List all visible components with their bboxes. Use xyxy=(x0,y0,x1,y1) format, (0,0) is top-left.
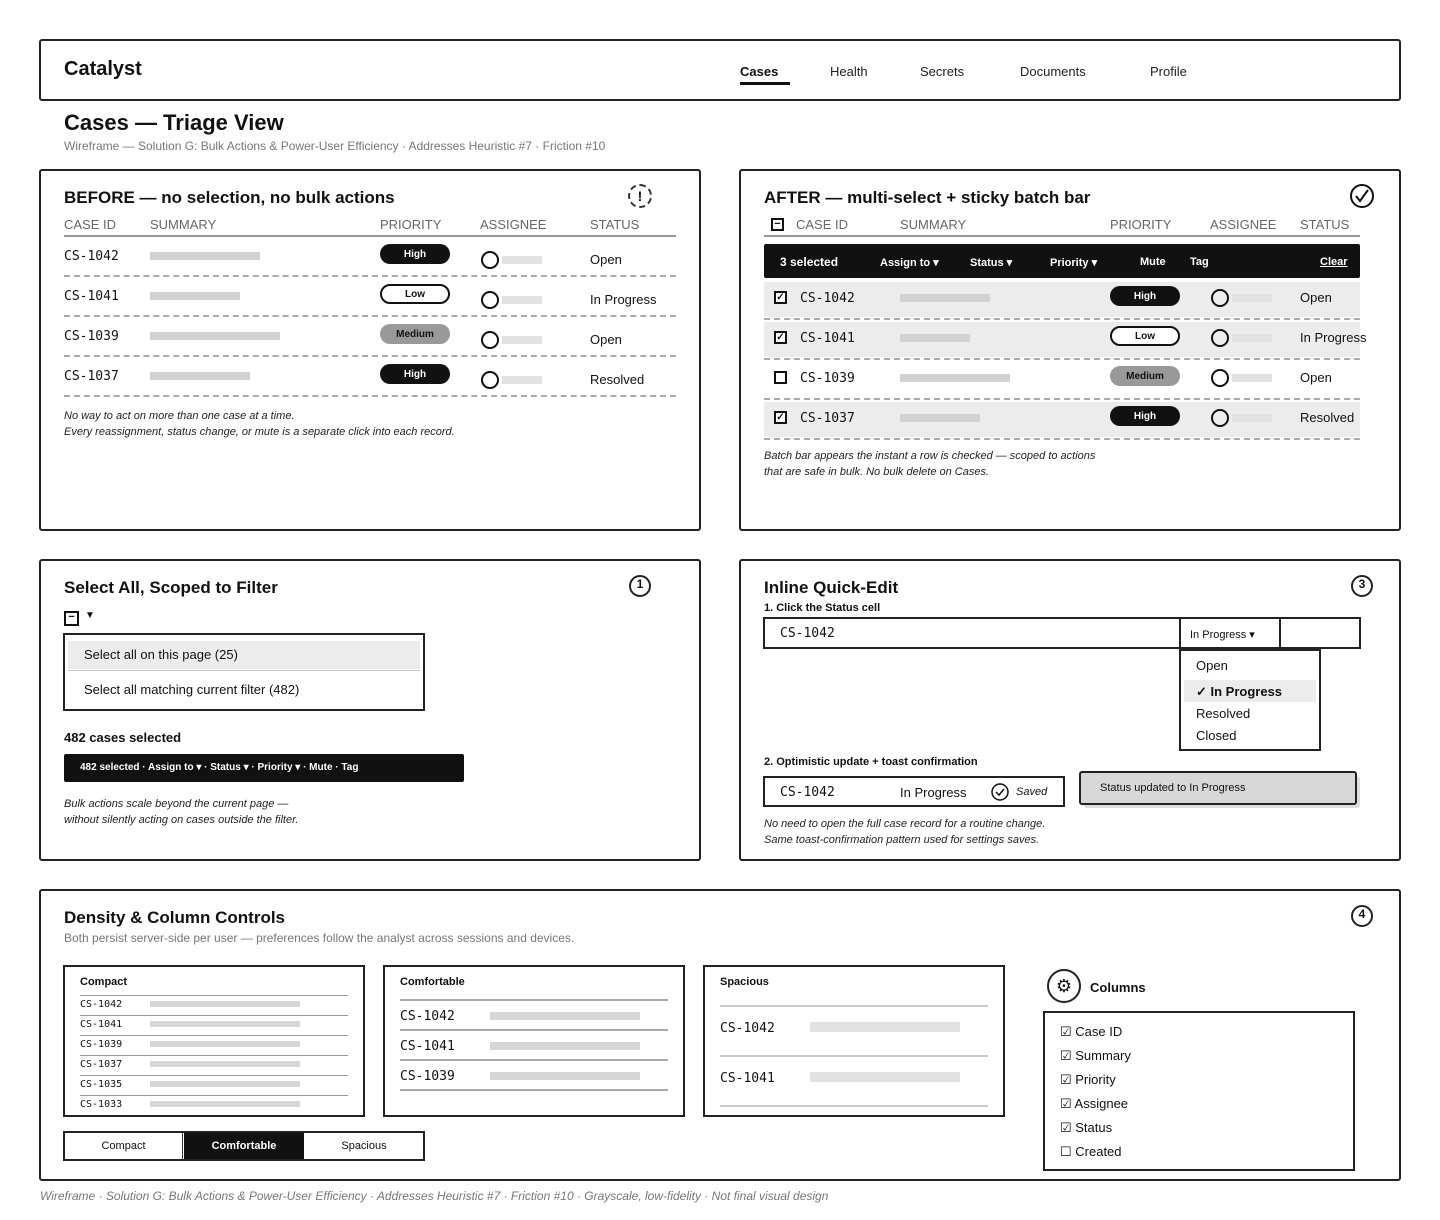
status-option-open[interactable]: Open xyxy=(1196,658,1228,673)
summary-placeholder xyxy=(490,1042,640,1050)
row-divider xyxy=(720,1005,988,1007)
app-logo[interactable]: Catalyst xyxy=(64,58,142,80)
case-id: CS-1042 xyxy=(400,1009,455,1024)
row-divider xyxy=(80,1055,348,1056)
summary-placeholder xyxy=(490,1072,640,1080)
case-id[interactable]: CS-1042 xyxy=(64,249,119,264)
case-id: CS-1039 xyxy=(400,1069,455,1084)
batch-clear-link[interactable]: Clear xyxy=(1320,256,1348,268)
batch-assign-button[interactable]: Assign to ▾ xyxy=(880,257,939,269)
case-id: CS-1041 xyxy=(80,1019,123,1030)
header-divider xyxy=(64,235,676,237)
row-divider xyxy=(764,438,1360,440)
assignee-placeholder xyxy=(502,336,542,344)
quick-edit-note-2: Same toast-confirmation pattern used for settings saves. xyxy=(764,834,1040,846)
footer-note: Wireframe · Solution G: Bulk Actions & Power-User Efficiency · Addresses Heuristic #7 · Friction #10 · Grayscale, low-fidelity · Not final visual design xyxy=(40,1189,829,1203)
summary-placeholder xyxy=(150,1001,300,1007)
col-header-status[interactable]: STATUS xyxy=(590,217,640,232)
step-1-label: 1. Click the Status cell xyxy=(764,602,881,614)
col-header-assignee[interactable]: ASSIGNEE xyxy=(1210,217,1277,232)
avatar-icon xyxy=(481,371,499,389)
avatar-icon xyxy=(481,251,499,269)
case-id: CS-1042 xyxy=(80,999,123,1010)
quick-edit-title: Inline Quick-Edit xyxy=(764,578,899,597)
row-checkbox[interactable]: ✓ xyxy=(774,331,787,344)
case-id[interactable]: CS-1037 xyxy=(64,369,119,384)
case-id: CS-1042 xyxy=(720,1021,775,1036)
row-divider xyxy=(80,1075,348,1076)
top-nav-bar xyxy=(39,39,1401,101)
saved-label: Saved xyxy=(1016,786,1048,798)
assignee-placeholder xyxy=(1232,294,1272,302)
batch-status-button[interactable]: Status ▾ xyxy=(970,257,1013,269)
row-divider xyxy=(764,318,1360,320)
status-text: Open xyxy=(590,332,622,347)
row-checkbox[interactable]: ✓ xyxy=(774,411,787,424)
row-divider xyxy=(764,358,1360,360)
avatar-icon xyxy=(481,331,499,349)
assignee-placeholder xyxy=(502,256,542,264)
select-all-title: Select All, Scoped to Filter xyxy=(64,578,278,597)
select-all-note-2: without silently acting on cases outside the filter. xyxy=(64,814,299,826)
status-text: In Progress xyxy=(590,292,657,307)
gear-icon[interactable]: ⚙ xyxy=(1047,969,1081,1003)
col-header-case-id[interactable]: CASE ID xyxy=(64,217,117,232)
status-text: Resolved xyxy=(590,372,645,387)
menu-divider xyxy=(68,670,420,671)
status-option-in-progress[interactable]: ✓ In Progress xyxy=(1196,684,1283,699)
step-badge: 1 xyxy=(629,575,651,597)
row-divider xyxy=(80,995,348,996)
summary-placeholder xyxy=(490,1012,640,1020)
nav-secrets[interactable]: Secrets xyxy=(920,64,965,79)
col-header-case-id[interactable]: CASE ID xyxy=(796,217,849,232)
nav-documents[interactable]: Documents xyxy=(1020,64,1086,79)
status-text: Resolved xyxy=(1300,410,1355,425)
column-toggle-created[interactable]: ☐ Created xyxy=(1060,1144,1122,1159)
row-divider xyxy=(400,999,668,1001)
case-id: CS-1039 xyxy=(80,1039,123,1050)
priority-badge: Low xyxy=(380,284,450,304)
nav-profile[interactable]: Profile xyxy=(1150,64,1187,79)
status-text: Open xyxy=(1300,290,1332,305)
assignee-placeholder xyxy=(1232,334,1272,342)
row-divider xyxy=(64,315,676,317)
col-header-priority[interactable]: PRIORITY xyxy=(1110,217,1172,232)
row-divider xyxy=(64,355,676,357)
summary-placeholder xyxy=(900,374,1010,382)
updated-status[interactable]: In Progress xyxy=(900,785,967,800)
spacious-label: Spacious xyxy=(720,976,769,988)
row-divider xyxy=(720,1105,988,1107)
summary-placeholder xyxy=(150,1101,300,1107)
case-id[interactable]: CS-1039 xyxy=(800,371,855,386)
row-divider xyxy=(400,1029,668,1031)
status-option-closed[interactable]: Closed xyxy=(1196,728,1237,743)
select-all-caret-icon[interactable]: ▼ xyxy=(85,610,95,621)
case-id: CS-1041 xyxy=(400,1039,455,1054)
batch-bar-text[interactable]: 482 selected · Assign to ▾ · Status ▾ · Priority ▾ · Mute · Tag xyxy=(80,762,359,773)
col-header-summary[interactable]: SUMMARY xyxy=(900,217,967,232)
priority-badge: Low xyxy=(1110,326,1180,346)
quick-edit-note-1: No need to open the full case record for a routine change. xyxy=(764,818,1046,830)
menu-item-select-filter[interactable]: Select all matching current filter (482) xyxy=(84,682,300,697)
after-note-1: Batch bar appears the instant a row is checked — scoped to actions xyxy=(764,450,1096,462)
summary-placeholder xyxy=(150,372,250,380)
case-id: CS-1041 xyxy=(720,1071,775,1086)
row-checkbox[interactable] xyxy=(774,371,787,384)
summary-placeholder xyxy=(900,414,980,422)
row-divider xyxy=(64,275,676,277)
avatar-icon xyxy=(481,291,499,309)
status-text: Open xyxy=(1300,370,1332,385)
select-all-note-1: Bulk actions scale beyond the current page — xyxy=(64,798,289,810)
before-title: BEFORE — no selection, no bulk actions xyxy=(64,188,395,207)
density-subtitle: Both persist server-side per user — preferences follow the analyst across sessions and devices. xyxy=(64,931,575,945)
col-header-priority[interactable]: PRIORITY xyxy=(380,217,442,232)
case-id[interactable]: CS-1041 xyxy=(800,331,855,346)
check-circle-icon xyxy=(1349,183,1375,209)
step-badge: 3 xyxy=(1351,575,1373,597)
avatar-icon xyxy=(1211,369,1229,387)
avatar-icon xyxy=(1211,409,1229,427)
comfortable-label: Comfortable xyxy=(400,976,465,988)
assignee-placeholder xyxy=(1232,414,1272,422)
summary-placeholder xyxy=(900,294,990,302)
before-note-2: Every reassignment, status change, or mute is a separate click into each record. xyxy=(64,426,455,438)
batch-priority-button[interactable]: Priority ▾ xyxy=(1050,257,1098,269)
summary-placeholder xyxy=(810,1022,960,1032)
avatar-icon xyxy=(1211,329,1229,347)
col-header-assignee[interactable]: ASSIGNEE xyxy=(480,217,547,232)
selected-count: 3 selected xyxy=(780,255,839,269)
row-checkbox[interactable]: ✓ xyxy=(774,291,787,304)
avatar-icon xyxy=(1211,289,1229,307)
column-toggle-status[interactable]: ☑ Status xyxy=(1060,1120,1113,1135)
nav-active-underline xyxy=(740,82,790,85)
summary-placeholder xyxy=(150,1041,300,1047)
row-divider xyxy=(400,1059,668,1061)
summary-placeholder xyxy=(150,1081,300,1087)
header-divider xyxy=(764,235,1360,237)
case-id: CS-1035 xyxy=(80,1079,123,1090)
summary-placeholder xyxy=(150,252,260,260)
row-divider xyxy=(80,1035,348,1036)
segment-spacious[interactable]: Spacious xyxy=(341,1140,387,1152)
case-id[interactable]: CS-1042 xyxy=(800,291,855,306)
col-header-status[interactable]: STATUS xyxy=(1300,217,1350,232)
priority-badge: Medium xyxy=(380,324,450,344)
row-divider xyxy=(720,1055,988,1057)
segment-compact[interactable]: Compact xyxy=(65,1133,183,1159)
priority-badge: High xyxy=(1110,406,1180,426)
summary-placeholder xyxy=(150,1061,300,1067)
column-toggle-summary[interactable]: ☑ Summary xyxy=(1060,1048,1131,1063)
step-2-label: 2. Optimistic update + toast confirmation xyxy=(764,756,978,768)
toast-text: Status updated to In Progress xyxy=(1100,782,1246,794)
col-header-summary[interactable]: SUMMARY xyxy=(150,217,217,232)
menu-item-select-page[interactable]: Select all on this page (25) xyxy=(84,647,238,662)
summary-placeholder xyxy=(810,1072,960,1082)
assignee-placeholder xyxy=(1232,374,1272,382)
after-title: AFTER — multi-select + sticky batch bar xyxy=(764,188,1091,207)
density-title: Density & Column Controls xyxy=(64,908,286,927)
batch-tag-button[interactable]: Tag xyxy=(1190,256,1209,268)
summary-placeholder xyxy=(900,334,970,342)
selected-count-label: 482 cases selected xyxy=(64,730,182,745)
case-id[interactable]: CS-1039 xyxy=(64,329,119,344)
saved-check-icon xyxy=(990,782,1010,802)
status-text: Open xyxy=(590,252,622,267)
nav-cases[interactable]: Cases xyxy=(740,64,779,79)
column-toggle-assignee[interactable]: ☑ Assignee xyxy=(1060,1096,1129,1111)
before-note-1: No way to act on more than one case at a time. xyxy=(64,410,295,422)
columns-label: Columns xyxy=(1090,980,1146,995)
compact-label: Compact xyxy=(80,976,128,988)
case-id[interactable]: CS-1042 xyxy=(780,785,835,800)
row-divider xyxy=(80,1095,348,1096)
select-all-checkbox[interactable]: − xyxy=(771,218,784,231)
after-note-2: that are safe in bulk. No bulk delete on Cases. xyxy=(764,466,990,478)
select-all-checkbox[interactable]: − xyxy=(64,611,79,626)
case-id[interactable]: CS-1042 xyxy=(780,626,835,641)
batch-mute-button[interactable]: Mute xyxy=(1140,256,1166,268)
summary-placeholder xyxy=(150,332,280,340)
warning-icon: ! xyxy=(628,184,652,208)
row-divider xyxy=(400,1089,668,1091)
page-title: Cases — Triage View xyxy=(64,110,284,135)
status-text: In Progress xyxy=(1300,330,1367,345)
assignee-placeholder xyxy=(502,296,542,304)
priority-badge: High xyxy=(380,364,450,384)
case-id: CS-1033 xyxy=(80,1099,123,1110)
priority-badge: High xyxy=(380,244,450,264)
row-divider xyxy=(764,398,1360,400)
column-toggle-case-id[interactable]: ☑ Case ID xyxy=(1060,1024,1123,1039)
status-select-value[interactable]: In Progress ▾ xyxy=(1190,629,1255,641)
step-badge: 4 xyxy=(1351,905,1373,927)
page-subtitle: Wireframe — Solution G: Bulk Actions & Power-User Efficiency · Addresses Heuristic #7 · Friction #10 xyxy=(64,139,606,153)
row-divider xyxy=(80,1015,348,1016)
status-option-resolved[interactable]: Resolved xyxy=(1196,706,1251,721)
priority-badge: Medium xyxy=(1110,366,1180,386)
case-id: CS-1037 xyxy=(80,1059,123,1070)
nav-health[interactable]: Health xyxy=(830,64,868,79)
case-id[interactable]: CS-1037 xyxy=(800,411,855,426)
assignee-placeholder xyxy=(502,376,542,384)
priority-badge: High xyxy=(1110,286,1180,306)
column-toggle-priority[interactable]: ☑ Priority xyxy=(1060,1072,1116,1087)
row-divider xyxy=(64,395,676,397)
summary-placeholder xyxy=(150,292,240,300)
case-id[interactable]: CS-1041 xyxy=(64,289,119,304)
segment-comfortable[interactable]: Comfortable xyxy=(184,1133,304,1159)
summary-placeholder xyxy=(150,1021,300,1027)
